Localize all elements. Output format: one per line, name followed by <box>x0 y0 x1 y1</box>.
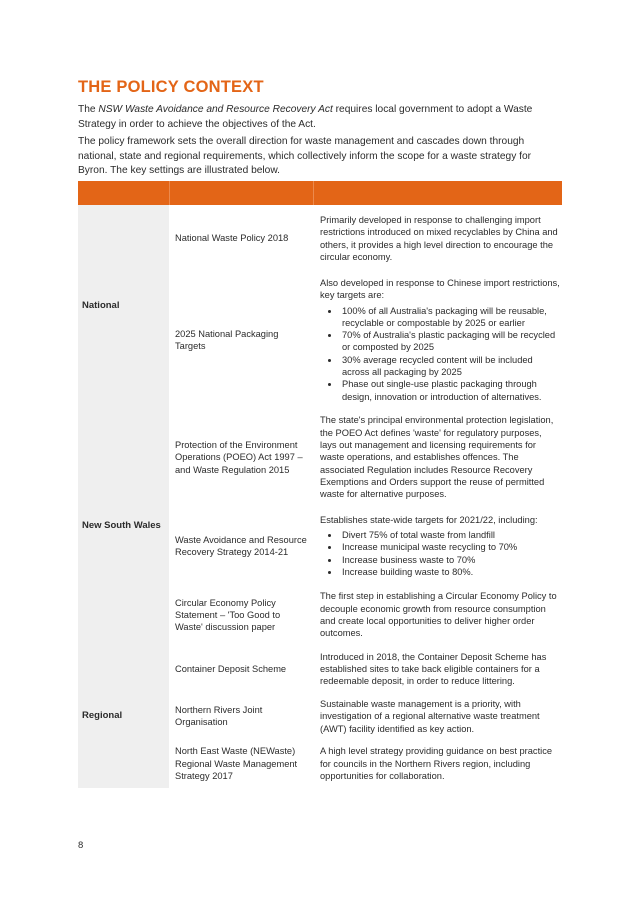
list-item: • 70% of Australia's plastic packaging will be recycled or composted by 2025 <box>340 329 560 354</box>
list-item: • Divert 75% of total waste from landfill <box>340 529 560 541</box>
table-header-row <box>78 181 562 205</box>
policy-name: Northern Rivers Joint Organisation <box>175 705 263 728</box>
list-item: • 30% average recycled content will be included across all packaging by 2025 <box>340 354 560 379</box>
policy-description-text: Also developed in response to Chinese import restrictions, key targets are: <box>320 278 560 301</box>
policy-description: A high level strategy providing guidance on best practice for councils in the Northern Rivers region, including opportunities for collaboration. <box>320 746 553 781</box>
group-regional: Regional <box>78 645 169 788</box>
policy-name: Container Deposit Scheme <box>175 663 287 674</box>
list-item: • 100% of all Australia's packaging will be reusable, recyclable or compostable by 2025 or earlier <box>340 305 560 330</box>
policy-description <box>313 507 562 585</box>
target-list <box>320 529 560 578</box>
page-number: 8 <box>78 840 84 851</box>
policy-description: Primarily developed in response to challenging import restrictions introduced on mixed recyclables by China and others, it provides a high level direction to encourage the circular economy. <box>320 214 558 262</box>
header-cell <box>78 181 169 205</box>
act-name: NSW Waste Avoidance and Resource Recovery Act <box>98 104 333 115</box>
table-row <box>78 645 562 693</box>
target-list <box>320 305 560 403</box>
group-national: National <box>78 205 169 408</box>
policy-name: Circular Economy Policy Statement – 'Too Good to Waste' discussion paper <box>175 597 281 633</box>
intro-paragraph-1 <box>78 103 562 132</box>
intro-p1-before: The <box>78 104 99 115</box>
table-row <box>78 408 562 507</box>
policy-description: The first step in establishing a Circular Economy Policy to decouple economic growth from resource consumption and create local opportunities to deliver higher order outcomes. <box>320 591 557 639</box>
policy-name: 2025 National Packaging Targets <box>175 328 279 351</box>
policy-name: North East Waste (NEWaste) Regional Waste Management Strategy 2017 <box>175 746 298 781</box>
policy-name: Protection of the Environment Operations (POEO) Act 1997 – and Waste Regulation 2015 <box>175 440 303 475</box>
policy-description: Sustainable waste management is a priority, with investigation of a regional alternative waste treatment (AWT) facility identified as key action. <box>320 698 540 734</box>
section-heading: THE POLICY CONTEXT <box>78 78 264 96</box>
intro-paragraph-2: The policy framework sets the overall direction for waste management and cascades down through national, state and regional requirements, which collectively inform the scope for a waste strategy for Byron. The key settings are illustrated below. <box>78 136 532 176</box>
policy-name: Waste Avoidance and Resource Recovery Strategy 2014-21 <box>175 534 307 557</box>
list-item: • Phase out single-use plastic packaging through design, innovation or introduction of alternatives. <box>340 378 560 403</box>
table-row <box>78 205 562 272</box>
policy-description-text: Establishes state-wide targets for 2021/22, including: <box>320 514 538 525</box>
list-item: • Increase business waste to 70% <box>340 554 560 566</box>
policy-description: Introduced in 2018, the Container Deposit Scheme has established sites to take back eligible containers for a redeemable deposit, in order to reduce littering. <box>320 651 547 687</box>
policy-description: The state's principal environmental protection legislation, the POEO Act defines 'waste' for regulatory purposes, lays out management and licensing requirements for waste operations, and establishes offences. The associated Regulation includes Resource Recovery Exemptions and Orders support the reuse of permitted waste for alternative purposes. <box>320 415 554 500</box>
header-cell <box>169 181 313 205</box>
list-item: • Increase municipal waste recycling to 70% <box>340 541 560 553</box>
list-item: • Increase building waste to 80%. <box>340 566 560 578</box>
intro-p1-after: requires local government to adopt a Waste Strategy in order to achieve the objectives of the Act. <box>78 104 533 130</box>
policy-name: National Waste Policy 2018 <box>175 233 289 244</box>
header-cell <box>313 181 562 205</box>
group-nsw: New South Wales <box>78 408 169 645</box>
policy-description <box>313 272 562 408</box>
policy-table <box>78 181 562 788</box>
